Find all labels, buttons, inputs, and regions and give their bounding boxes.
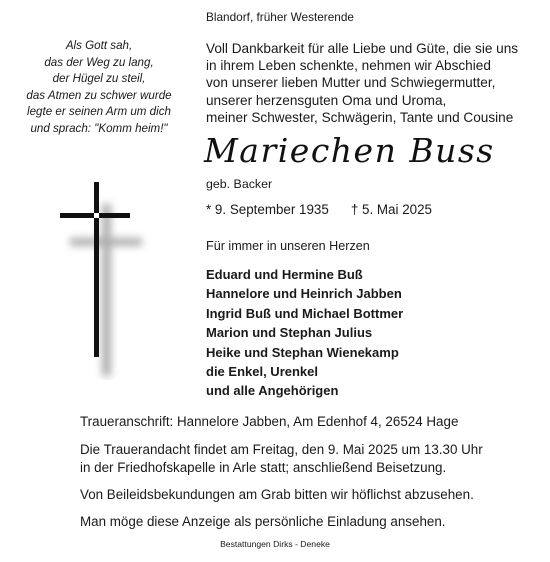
place-line: Blandorf, früher Westerende <box>206 10 354 24</box>
mourning-address: Traueranschrift: Hannelore Jabben, Am Edenhof 4, 26524 Hage <box>80 414 459 429</box>
mourner-name: Heike und Stephan Wienekamp <box>206 344 399 360</box>
mourners-list <box>206 265 403 401</box>
birth-date: * 9. September 1935 <box>206 202 329 217</box>
intro-text <box>206 40 546 126</box>
mourner-name: Marion und Stephan Julius <box>206 325 373 341</box>
poem-line: der Hügel zu steil, <box>52 72 146 85</box>
invitation-note: Man möge diese Anzeige als persönliche Einladung ansehen. <box>80 514 446 529</box>
cross-icon <box>56 180 166 380</box>
undertaker-credit: Bestattungen Dirks - Deneke <box>220 539 330 549</box>
condolence-note: Von Beileidsbekundungen am Grab bitten wir höflichst abzusehen. <box>80 487 474 502</box>
mourner-name: und alle Angehörigen <box>206 383 339 399</box>
poem <box>8 38 190 137</box>
intro-line: von unserer lieben Mutter und Schwiegermutter, <box>206 75 496 91</box>
mourner-name: Eduard und Hermine Buß <box>206 267 363 282</box>
intro-line: in ihrem Leben schenkte, nehmen wir Abschied <box>206 58 491 74</box>
poem-line: und sprach: "Komm heim!" <box>30 121 168 135</box>
life-dates <box>206 202 432 217</box>
motto: Für immer in unseren Herzen <box>206 239 370 253</box>
service-line: Die Trauerandacht findet am Freitag, den 9. Mai 2025 um 13.30 Uhr <box>80 442 483 457</box>
intro-line: unserer herzensguten Oma und Uroma, <box>206 92 447 108</box>
maiden-name: geb. Backer <box>206 177 273 191</box>
mourner-name: Hannelore und Heinrich Jabben <box>206 286 402 302</box>
service-line: in der Friedhofskapelle in Arle statt; anschließend Beisetzung. <box>80 460 447 475</box>
deceased-name: Mariechen Buss <box>204 131 495 170</box>
mourner-name: die Enkel, Urenkel <box>206 364 318 380</box>
cross-shadow <box>70 204 142 376</box>
mourner-name: Ingrid Buß und Michael Bottmer <box>206 305 404 321</box>
cross-shape <box>60 182 130 357</box>
poem-line: das der Weg zu lang, <box>44 55 154 69</box>
poem-line: das Atmen zu schwer wurde <box>26 88 172 102</box>
poem-line: legte er seinen Arm um dich <box>27 105 171 118</box>
intro-line: meiner Schwester, Schwägerin, Tante und Cousine <box>206 109 514 125</box>
poem-line: Als Gott sah, <box>65 39 133 52</box>
intro-line: Voll Dankbarkeit für alle Liebe und Güte, die sie uns <box>206 41 519 56</box>
cross-center <box>94 213 99 218</box>
death-date: † 5. Mai 2025 <box>350 202 432 217</box>
service-info <box>80 441 483 477</box>
